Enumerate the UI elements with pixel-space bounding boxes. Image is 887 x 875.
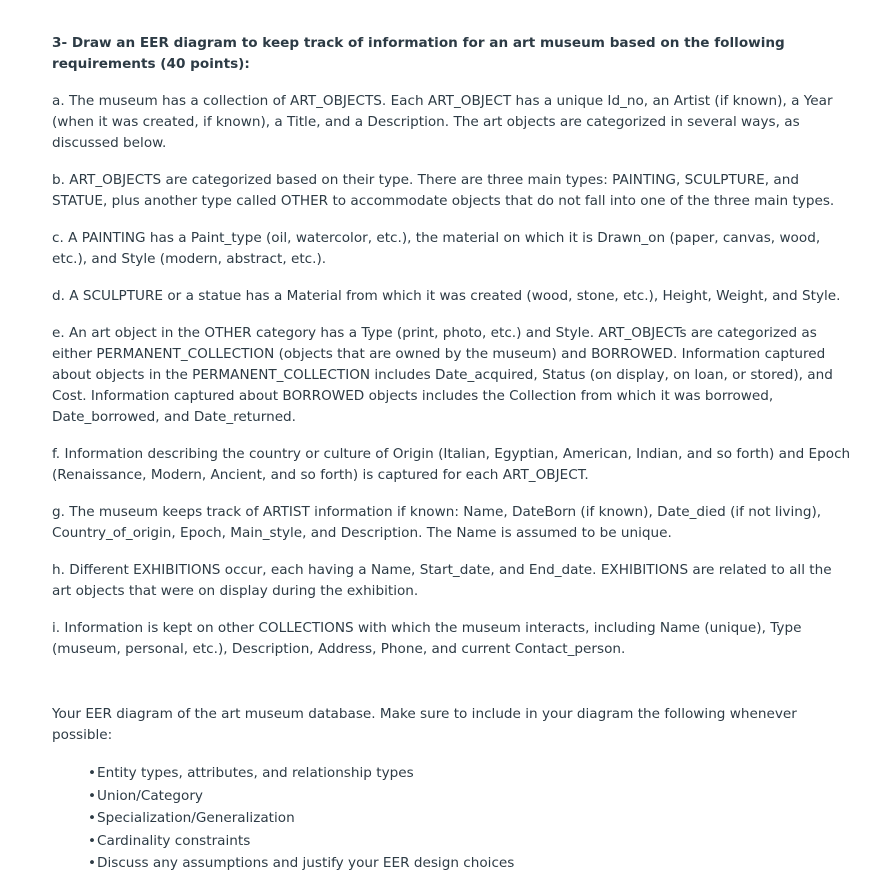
list-item-text: Discuss any assumptions and justify your EER design choices <box>97 855 515 871</box>
requirement-c: c. A PAINTING has a Paint_type (oil, watercolor, etc.), the material on which it is Drawn_on (paper, canvas, wood, etc.), and Style (modern, abstract, etc.). <box>52 230 821 267</box>
requirement-h: h. Different EXHIBITIONS occur, each having a Name, Start_date, and End_date. EXHIBITIONS are related to all the art objects that were on display during the exhibition. <box>52 562 832 599</box>
list-item <box>88 807 852 830</box>
requirement-e: e. An art object in the OTHER category has a Type (print, photo, etc.) and Style. ART_OBJECTs are categorized as either PERMANENT_COLLECTION (objects that are owned by the museum) and BORROWED. Information captured about objects in the PERMANENT_COLLECTION includes Date_acquired, Status (on display, on loan, or stored), and Cost. Information captured about BORROWED objects includes the Collection from which it was borrowed, Date_borrowed, and Date_returned. <box>52 325 833 425</box>
bullet-icon: • <box>88 765 97 781</box>
list-item-text: Union/Category <box>97 787 203 804</box>
list-item-text: Entity types, attributes, and relationship types <box>97 765 414 781</box>
bullet-icon: • <box>88 787 97 804</box>
requirement-g: g. The museum keeps track of ARTIST information if known: Name, DateBorn (if known), Date_died (if not living), Country_of_origin, Epoch, Main_style, and Description. The Name is assumed to be unique. <box>52 504 822 541</box>
bullet-icon: • <box>88 832 97 849</box>
diagram-checklist <box>52 762 852 875</box>
list-item-text: Cardinality constraints <box>97 832 251 849</box>
requirement-d: d. A SCULPTURE or a statue has a Material from which it was created (wood, stone, etc.), Height, Weight, and Style. <box>52 288 841 304</box>
question-heading: 3- Draw an EER diagram to keep track of information for an art museum based on the following requirements (40 points): <box>52 35 785 72</box>
list-item <box>88 852 852 875</box>
list-item <box>88 830 852 853</box>
list-item <box>88 785 852 808</box>
instructions-intro: Your EER diagram of the art museum database. Make sure to include in your diagram the following whenever possible: <box>52 706 797 743</box>
question-content <box>52 33 852 875</box>
requirement-a: a. The museum has a collection of ART_OBJECTS. Each ART_OBJECT has a unique Id_no, an Artist (if known), a Year (when it was created, if known), a Title, and a Description. The art objects are categorized in several ways, as discussed below. <box>52 93 833 151</box>
list-item <box>88 762 852 785</box>
bullet-icon: • <box>88 855 97 871</box>
list-item-text: Specialization/Generalization <box>97 810 295 826</box>
requirement-i: i. Information is kept on other COLLECTIONS with which the museum interacts, including Name (unique), Type (museum, personal, etc.), Description, Address, Phone, and current Contact_person. <box>52 620 802 657</box>
requirement-b: b. ART_OBJECTS are categorized based on their type. There are three main types: PAINTING, SCULPTURE, and STATUE, plus another type called OTHER to accommodate objects that do not fall into one of the three main types. <box>52 172 835 209</box>
requirement-f: f. Information describing the country or culture of Origin (Italian, Egyptian, American, Indian, and so forth) and Epoch (Renaissance, Modern, Ancient, and so forth) is captured for each ART_OBJECT. <box>52 446 851 483</box>
bullet-icon: • <box>88 810 97 826</box>
